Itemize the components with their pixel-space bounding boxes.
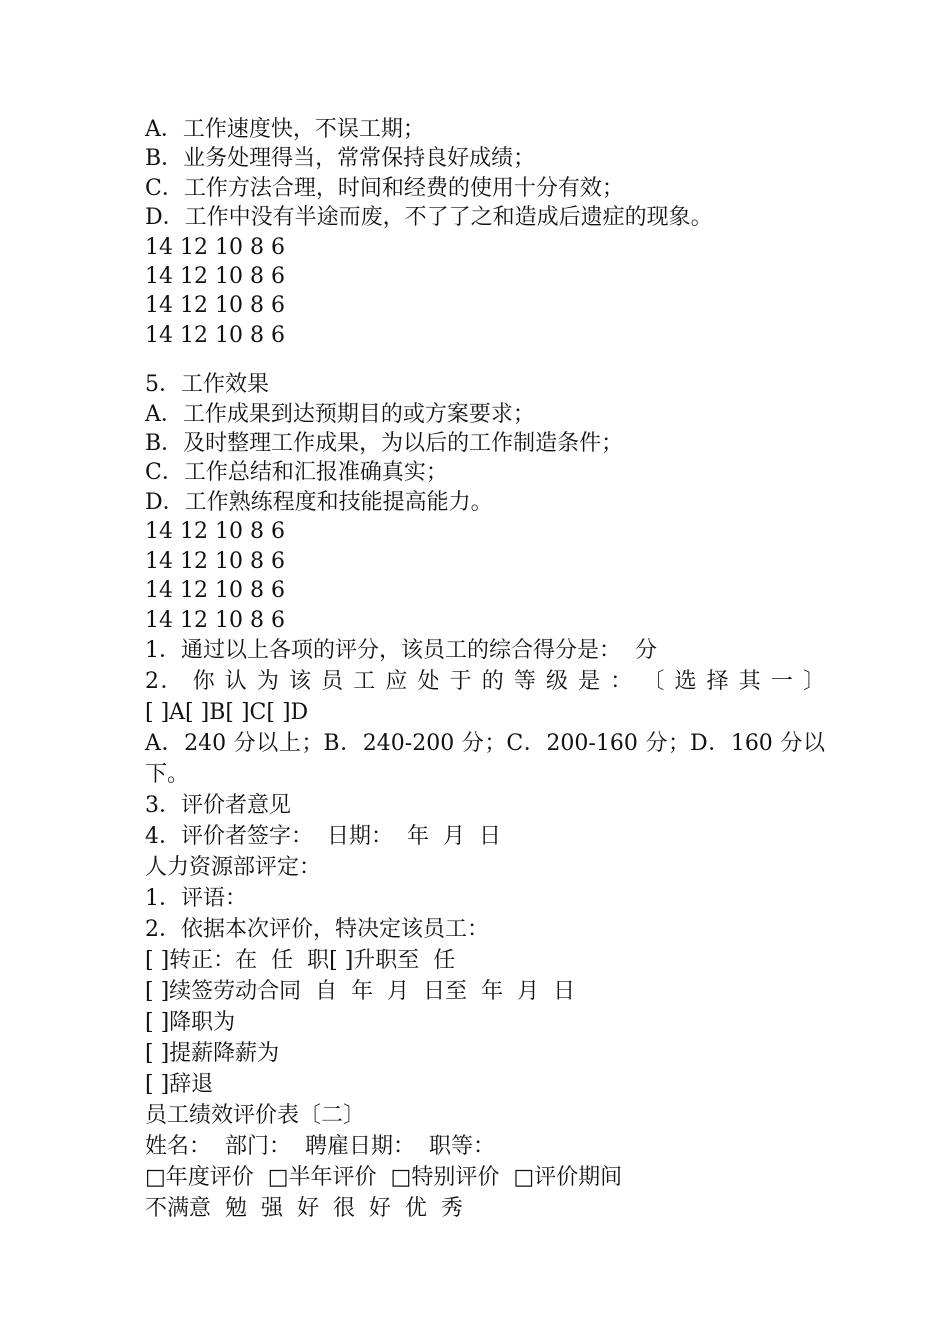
- hr-comment: 1．评语：: [145, 885, 247, 911]
- grade-definitions: A．240 分以上；B．240-200 分；C．200-160 分；D．160 分以下。: [145, 730, 825, 787]
- criterion-4-b: B．业务处理得当，常常保持良好成绩；: [145, 146, 536, 172]
- criterion-5-a: A．工作成果到达预期目的或方案要求；: [145, 401, 535, 427]
- hr-decision: 2．依据本次评价，特决定该员工：: [145, 916, 489, 942]
- score-row: 14 12 10 8 6: [145, 234, 285, 260]
- criterion-5-d: D．工作熟练程度和技能提高能力。: [145, 489, 493, 515]
- hr-option-dismissal[interactable]: [ ]辞退: [145, 1071, 214, 1097]
- summary-total-score: 1．通过以上各项的评分，该员工的综合得分是： 分: [145, 637, 657, 663]
- score-row: 14 12 10 8 6: [145, 293, 285, 319]
- criterion-4-a: A．工作速度快，不误工期；: [145, 117, 425, 142]
- score-row: 14 12 10 8 6: [145, 578, 285, 604]
- hr-option-demotion[interactable]: [ ]降职为: [145, 1009, 236, 1035]
- grade-checkboxes[interactable]: [ ]A[ ]B[ ]C[ ]D: [145, 699, 309, 725]
- form2-evaluation-types[interactable]: □年度评价 □半年评价 □特别评价 □评价期间: [145, 1164, 623, 1190]
- criterion-4-d: D．工作中没有半途而废，不了了之和造成后遗症的现象。: [145, 205, 713, 231]
- score-row: 14 12 10 8 6: [145, 519, 285, 545]
- summary-grade-question: 2． 你 认 为 该 员 工 应 处 于 的 等 级 是 ： 〔 选 择 其 一 〕: [145, 668, 825, 694]
- hr-option-salary[interactable]: [ ]提薪降薪为: [145, 1040, 280, 1066]
- score-row: 14 12 10 8 6: [145, 548, 285, 574]
- criterion-5-b: B．及时整理工作成果，为以后的工作制造条件；: [145, 431, 624, 457]
- section-spacer: [145, 350, 825, 370]
- score-row: 14 12 10 8 6: [145, 322, 285, 348]
- form2-title: 员工绩效评价表〔二〕: [145, 1102, 366, 1128]
- section-5-title: 5．工作效果: [145, 372, 269, 398]
- document-page: [145, 115, 825, 1224]
- score-row: 14 12 10 8 6: [145, 264, 285, 290]
- form2-rating-scale: 不满意 勉 强 好 很 好 优 秀: [145, 1195, 463, 1221]
- evaluator-signature: 4．评价者签字： 日期： 年 月 日: [145, 823, 501, 849]
- criterion-4-c: C．工作方法合理，时间和经费的使用十分有效；: [145, 175, 624, 201]
- hr-option-promotion[interactable]: [ ]转正：在 任 职[ ]升职至 任: [145, 947, 456, 973]
- score-row: 14 12 10 8 6: [145, 607, 285, 633]
- evaluator-opinion: 3．评价者意见: [145, 792, 291, 818]
- form2-fields: 姓名： 部门： 聘雇日期： 职等：: [145, 1133, 495, 1159]
- hr-title: 人力资源部评定：: [145, 854, 322, 880]
- hr-option-contract[interactable]: [ ]续签劳动合同 自 年 月 日至 年 月 日: [145, 978, 576, 1004]
- criterion-5-c: C．工作总结和汇报准确真实；: [145, 460, 448, 486]
